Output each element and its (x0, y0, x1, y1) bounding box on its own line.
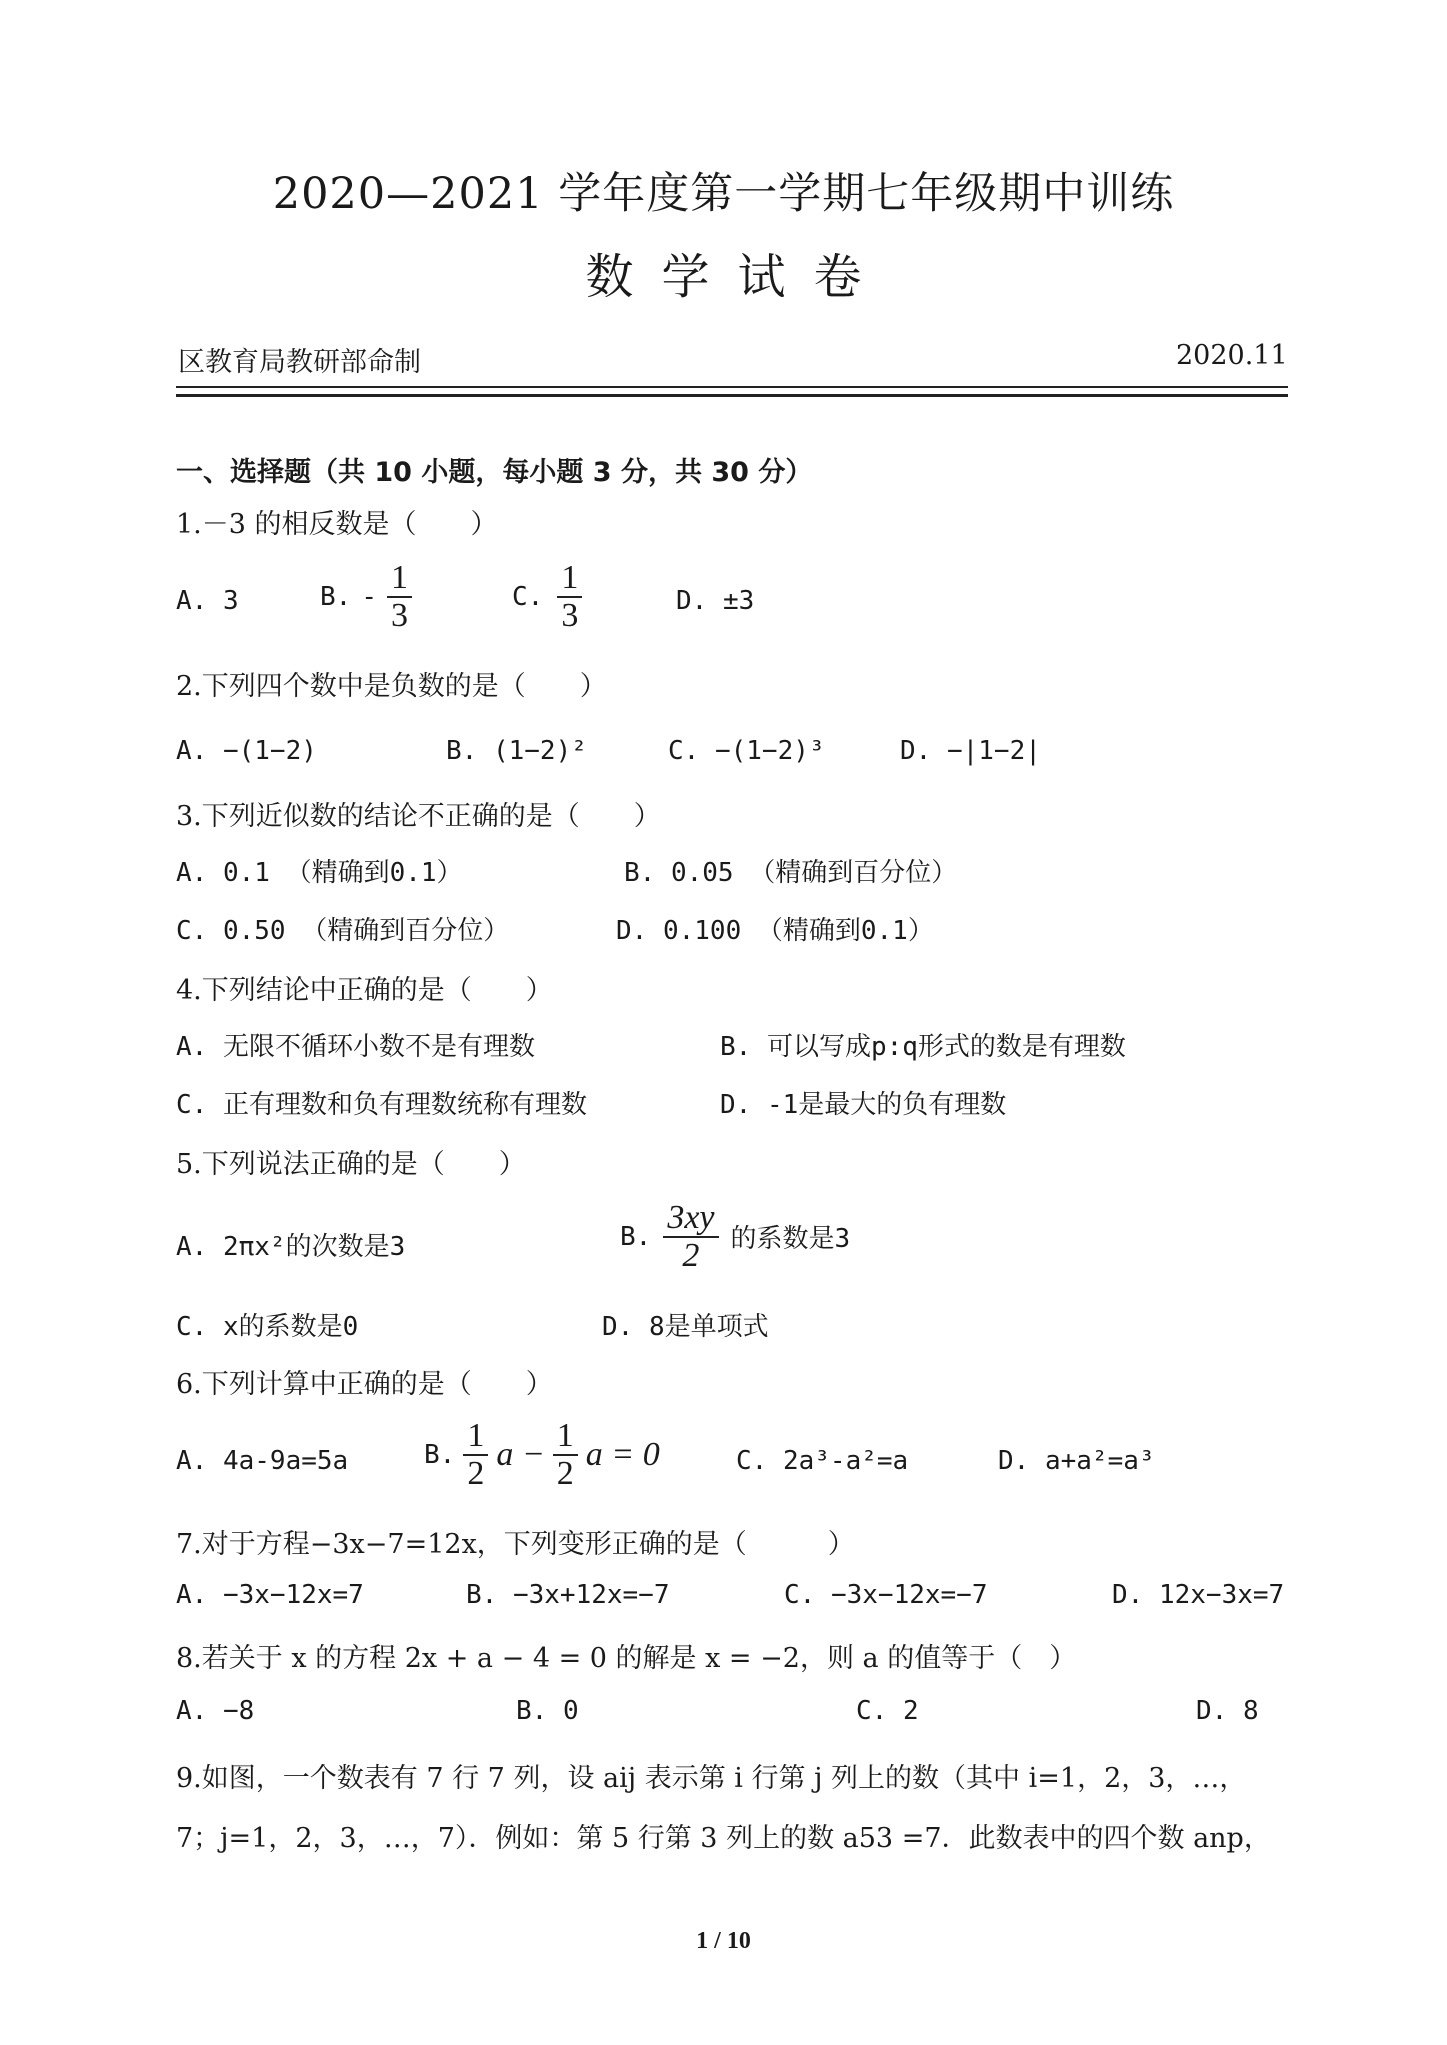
q6-option-a: A. 4a-9a=5a (176, 1446, 349, 1476)
q3-stem: 3.下列近似数的结论不正确的是（ ） (176, 801, 661, 832)
header-rule-thin (176, 386, 1288, 388)
q5-option-d: D. 8是单项式 (602, 1312, 769, 1342)
page-number: 1 / 10 (696, 1928, 751, 1954)
q2-option-c: C. −(1−2)³ (668, 736, 825, 766)
q5-stem: 5.下列说法正确的是（ ） (176, 1149, 526, 1180)
q6-stem: 6.下列计算中正确的是（ ） (176, 1369, 553, 1400)
fraction-denominator: 3 (390, 596, 408, 634)
q6-option-b-mid: a − (496, 1435, 545, 1473)
q8-stem: 8.若关于 x 的方程 2x + a − 4 = 0 的解是 x = −2，则 a 的值等于（ ） (176, 1643, 1077, 1674)
q1-option-c-label: C. (512, 581, 544, 612)
header-rule-thick (176, 394, 1288, 397)
fraction-numerator: 1 (553, 1418, 578, 1456)
q5-option-a: A. 2πx²的次数是3 (176, 1232, 406, 1262)
fraction-numerator: 3xy (663, 1200, 718, 1238)
q6-option-d: D. a+a²=a³ (998, 1446, 1155, 1476)
q1-option-d: D. ±3 (676, 586, 755, 616)
q3-option-d: D. 0.100 （精确到0.1） (616, 916, 934, 946)
q5-option-c: C. x的系数是0 (176, 1312, 359, 1342)
exam-date: 2020.11 (1176, 340, 1288, 371)
fraction-numerator: 1 (387, 560, 412, 598)
q4-stem: 4.下列结论中正确的是（ ） (176, 975, 553, 1006)
fraction-denominator: 3 (561, 596, 579, 634)
q8-option-a: A. −8 (176, 1696, 255, 1726)
q5-option-b (620, 1200, 850, 1273)
q4-option-b: B. 可以写成p:q形式的数是有理数 (720, 1032, 1126, 1062)
fraction-denominator: 2 (556, 1454, 574, 1492)
q1-option-c-fraction (557, 560, 582, 633)
q8-option-b: B. 0 (516, 1696, 579, 1726)
q1-option-a: A. 3 (176, 586, 239, 616)
q1-option-c (512, 560, 582, 633)
q3-option-a: A. 0.1 （精确到0.1） (176, 858, 463, 888)
q2-option-b: B. (1−2)² (446, 736, 587, 766)
q4-option-d: D. -1是最大的负有理数 (720, 1090, 1007, 1120)
fraction-numerator: 1 (557, 560, 582, 598)
exam-title: 2020—2021 学年度第一学期七年级期中训练 (272, 169, 1175, 219)
fraction-denominator: 2 (467, 1454, 485, 1492)
q9-line-2: 7；j=1，2，3，…，7）．例如：第 5 行第 3 列上的数 a53 =7．此数表中的四个数 anp， (176, 1823, 1271, 1854)
q7-option-b: B. −3x+12x=−7 (466, 1580, 670, 1610)
q7-option-a: A. −3x−12x=7 (176, 1580, 364, 1610)
q2-stem: 2.下列四个数中是负数的是（ ） (176, 671, 607, 702)
q4-option-a: A. 无限不循环小数不是有理数 (176, 1032, 535, 1062)
q1-stem: 1.－3 的相反数是（ ） (176, 509, 498, 540)
q5-option-b-tail: 的系数是3 (730, 1224, 851, 1255)
q5-option-b-fraction (663, 1200, 718, 1273)
section-heading: 一、选择题（共 10 小题，每小题 3 分，共 30 分） (176, 457, 813, 488)
q2-option-a: A. −(1−2) (176, 736, 317, 766)
q1-option-b-label: B. (320, 581, 352, 612)
q7-option-c: C. −3x−12x=−7 (784, 1580, 988, 1610)
q2-option-d: D. −|1−2| (900, 736, 1041, 766)
fraction-numerator: 1 (463, 1418, 488, 1456)
q6-option-b-label: B. (424, 1439, 456, 1470)
q8-option-c: C. 2 (856, 1696, 919, 1726)
q6-option-c: C. 2a³-a²=a (736, 1446, 909, 1476)
issuer-text: 区教育局教研部命制 (178, 347, 421, 378)
q3-option-b: B. 0.05 （精确到百分位） (624, 858, 958, 888)
exam-subtitle: 数学试卷 (585, 249, 890, 305)
fraction-denominator: 2 (682, 1236, 700, 1274)
q9-line-1: 9.如图，一个数表有 7 行 7 列，设 aij 表示第 i 行第 j 列上的数（其中 i=1，2，3，…， (176, 1763, 1247, 1794)
q1-option-b-fraction (387, 560, 412, 633)
q4-option-c: C. 正有理数和负有理数统称有理数 (176, 1090, 587, 1120)
q5-option-b-label: B. (620, 1221, 652, 1252)
q8-option-d: D. 8 (1196, 1696, 1259, 1726)
q3-option-c: C. 0.50 （精确到百分位） (176, 916, 510, 946)
q1-option-b-sign: - (361, 581, 377, 612)
q7-stem: 7.对于方程−3x−7=12x，下列变形正确的是（ ） (176, 1529, 855, 1560)
q6-option-b-fraction-2 (553, 1418, 578, 1491)
q6-option-b-tail: a = 0 (585, 1435, 660, 1473)
q1-option-b (320, 560, 412, 633)
q7-option-d: D. 12x−3x=7 (1112, 1580, 1285, 1610)
q6-option-b (424, 1418, 660, 1491)
q6-option-b-fraction-1 (463, 1418, 488, 1491)
